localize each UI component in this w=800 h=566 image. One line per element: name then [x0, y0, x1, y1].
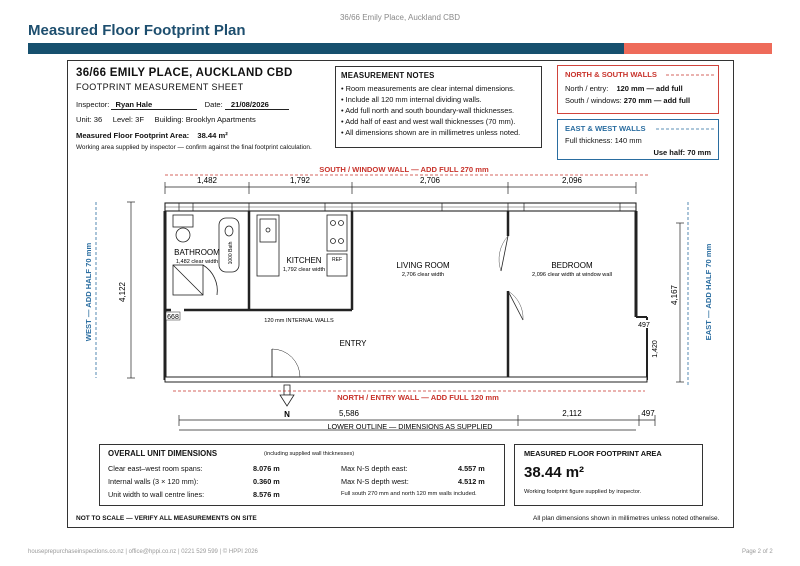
dim-left: 4,122: [118, 281, 127, 303]
note-item: • Include all 120 mm internal dividing walls.: [341, 95, 482, 104]
ew-title: EAST & WEST WALLS: [565, 124, 646, 133]
dims-label: Unit width to wall centre lines:: [108, 490, 205, 499]
footprint-title: MEASURED FLOOR FOOTPRINT AREA: [524, 449, 662, 458]
footer-dimensions-note: All plan dimensions shown in millimetres unless noted otherwise.: [533, 515, 720, 522]
dim-bottom-2: 2,112: [562, 409, 582, 418]
ns-title: NORTH & SOUTH WALLS: [565, 70, 657, 79]
ref-label: REF: [332, 257, 342, 263]
note-item: • All dimensions shown are in millimetres unless noted.: [341, 128, 521, 137]
north-value: 120 mm — add full: [616, 84, 683, 93]
inspector-label: Inspector:: [76, 100, 110, 109]
north-south-walls-box: [557, 65, 719, 114]
note-item: • Add half of east and west wall thicknesses (70 mm).: [341, 117, 516, 126]
kitchen-sub: 1,792 clear width: [282, 267, 326, 273]
area-line: [76, 131, 228, 140]
dims-label: Max N-S depth west:: [341, 477, 409, 486]
internal-walls-label: 120 mm INTERNAL WALLS: [264, 318, 334, 324]
bathroom-sub: 1,482 clear width: [175, 259, 219, 265]
dim-bedroom: 2,096: [561, 176, 583, 185]
dims-value: 8.576 m: [253, 490, 280, 499]
note-item: • Room measurements are clear internal dimensions.: [341, 84, 515, 93]
dims-value: 0.360 m: [253, 477, 280, 486]
west-wall-label: WEST — ADD HALF 70 mm: [84, 242, 93, 342]
kitchen-label: KITCHEN: [286, 256, 322, 265]
internal-walls: [165, 211, 508, 377]
area-label: Measured Floor Footprint Area:: [76, 131, 190, 140]
ns-dash-decor: [666, 74, 714, 76]
dims-note: (including supplied wall thicknesses): [264, 451, 355, 457]
east-west-walls-box: [557, 119, 719, 160]
bathroom-label: BATHROOM: [174, 248, 220, 257]
outer-walls: [165, 203, 647, 382]
step-right: 497: [638, 322, 650, 329]
footprint-area-box: [514, 444, 703, 506]
working-note: Working area supplied by inspector — confirm against the final footprint calculation.: [76, 144, 312, 151]
dims-value: 4.512 m: [458, 477, 485, 486]
dims-title: OVERALL UNIT DIMENSIONS: [108, 449, 218, 458]
south-value: 270 mm — add full: [623, 96, 691, 105]
south-wall-label: SOUTH / WINDOW WALL — ADD FULL 270 mm: [319, 165, 489, 174]
sheet-subtitle: FOOTPRINT MEASUREMENT SHEET: [76, 82, 244, 92]
dim-bottom-3: 497: [641, 409, 655, 418]
north-arrow-icon: [280, 385, 294, 406]
footprint-value: 38.44 m²: [524, 464, 585, 481]
bath-label: 1000 Bath: [228, 241, 234, 265]
inspector-line: [76, 100, 289, 110]
step-right-vertical: 1,420: [652, 340, 659, 358]
inspector-name: Ryan Hale: [111, 100, 197, 110]
walls-note: Full south 270 mm and north 120 mm walls included.: [341, 491, 477, 497]
dim-kitchen: 1,792: [289, 176, 311, 185]
south-label: South / windows:: [565, 96, 622, 105]
dims-label: Internal walls (3 × 120 mm):: [108, 477, 199, 486]
dims-value: 8.076 m: [253, 464, 280, 473]
living-sub: 2,706 clear width: [401, 272, 445, 278]
ew-half: Use half: 70 mm: [653, 148, 711, 157]
left-dimension-line: [127, 202, 135, 378]
area-value: 38.44 m²: [197, 131, 228, 140]
unit-line: Unit: 36 Level: 3F Building: Brooklyn Apartments: [76, 115, 256, 124]
header-bar-blue: [28, 43, 624, 54]
bedroom-sub: 2,096 clear width at window wall: [532, 272, 612, 278]
header-bar-red: [624, 43, 772, 54]
living-label: LIVING ROOM: [396, 261, 450, 270]
bedroom-label: BEDROOM: [551, 261, 593, 270]
footer-contact: houseprepurchaseinspections.co.nz | office@hppi.co.nz | 0221 529 599 | © HPPI 2026: [28, 549, 258, 555]
step-left: 668: [167, 314, 179, 321]
measurement-notes: [335, 66, 542, 148]
dims-label: Clear east–west room spans:: [108, 464, 203, 473]
page-number: Page 2 of 2: [742, 549, 773, 555]
dim-bottom-1: 5,586: [338, 409, 360, 418]
page-title: Measured Floor Footprint Plan: [28, 22, 246, 39]
header-address: 36/66 Emily Place, Auckland CBD: [339, 13, 461, 22]
property-title: 36/66 EMILY PLACE, AUCKLAND CBD: [76, 67, 293, 79]
footprint-note: Working footprint figure supplied by inspector.: [524, 489, 642, 495]
east-wall-label: EAST — ADD HALF 70 mm: [704, 243, 713, 341]
north-letter: N: [284, 410, 290, 419]
entry-label: ENTRY: [339, 339, 367, 348]
ew-dash-decor: [656, 128, 714, 130]
notes-title: MEASUREMENT NOTES: [341, 71, 435, 80]
bedroom-doors: [499, 236, 523, 320]
note-item: • Add full north and south boundary-wall thicknesses.: [341, 106, 515, 115]
ew-full: Full thickness: 140 mm: [565, 136, 642, 145]
dim-living: 2,706: [419, 176, 441, 185]
dim-bathroom: 1,482: [196, 176, 218, 185]
footer-not-to-scale: NOT TO SCALE — VERIFY ALL MEASUREMENTS ON SITE: [76, 515, 257, 522]
north-label: North / entry:: [565, 84, 609, 93]
inspection-date: 21/08/2026: [225, 100, 289, 110]
dims-label: Max N-S depth east:: [341, 464, 408, 473]
dim-right: 4,167: [670, 284, 679, 306]
dims-value: 4.557 m: [458, 464, 485, 473]
north-wall-label: NORTH / ENTRY WALL — ADD FULL 120 mm: [337, 393, 499, 402]
floor-plan: [67, 160, 733, 442]
lower-outline-label: LOWER OUTLINE — DIMENSIONS AS SUPPLIED: [327, 422, 493, 431]
entry-door: [272, 349, 300, 377]
overall-dimensions-box: [99, 444, 505, 506]
date-label: Date:: [204, 100, 223, 109]
